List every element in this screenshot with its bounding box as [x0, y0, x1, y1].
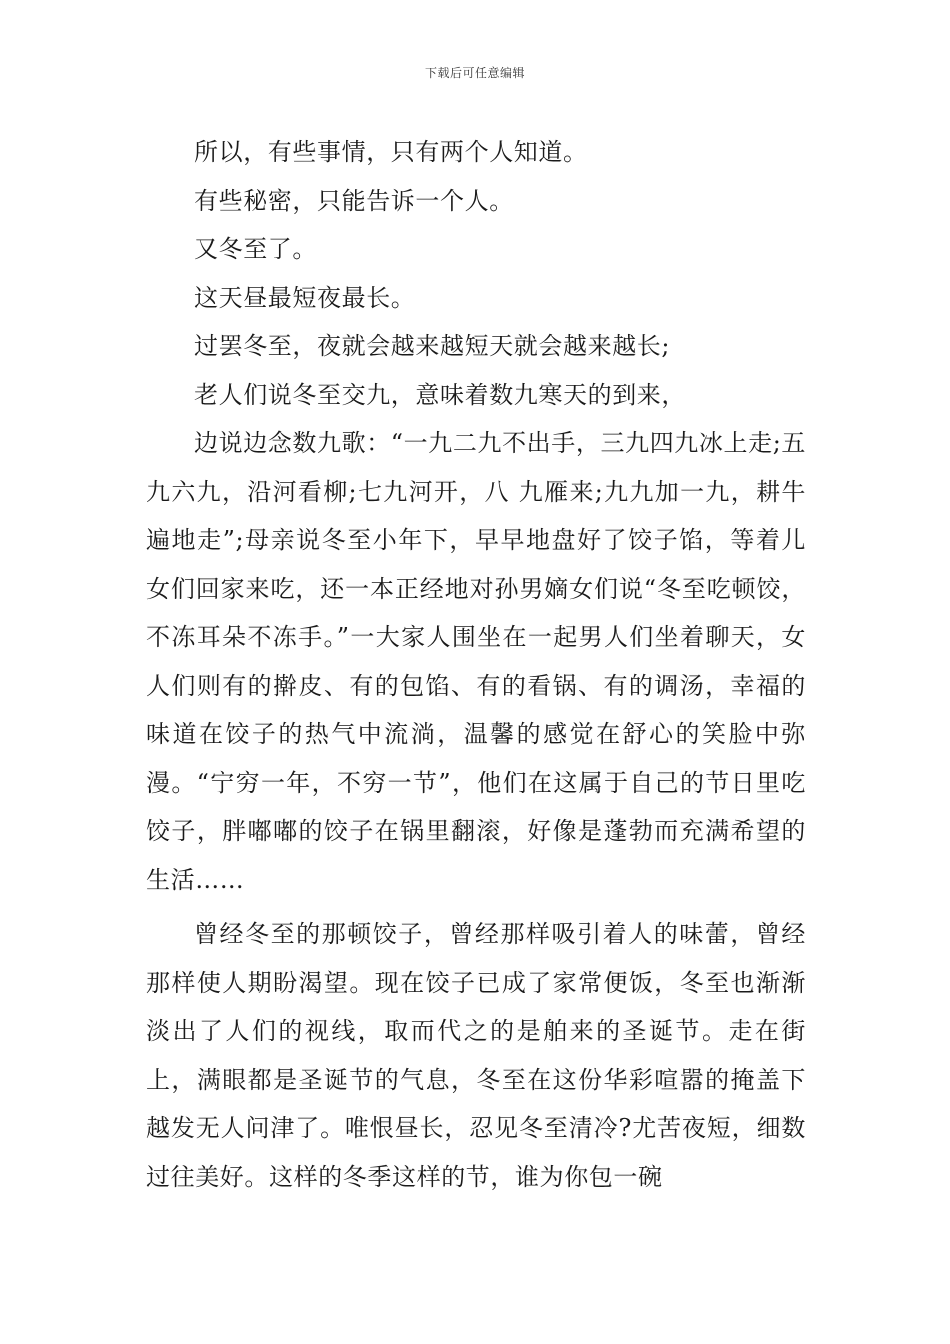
paragraph-7: 边说边念数九歌：“一九二九不出手，三九四九冰上走;五九六九，沿河看柳;七九河开，八 九雁来;九九加一九，耕牛遍地走”;母亲说冬至小年下，早早地盘好了饺子馅，等着儿女们回家来吃，还一本正经地对孙男嫡女们说“冬至吃顿饺，不冻耳朵不冻手。”一大家人围坐在一起男人们坐着聊天，女人们则有的擀皮、有的包馅、有的看锅、有的调汤，幸福的味道在饺子的热气中流淌，温馨的感觉在舒心的笑脸中弥漫。“宁穷一年，不穷一节”，他们在这属于自己的节日里吃饺子，胖嘟嘟的饺子在锅里翻滚，好像是蓬勃而充满希望的生活……: [146, 429, 806, 894]
paragraph-3: 又冬至了。: [194, 235, 317, 263]
paragraph-2: 有些秘密，只能告诉一个人。: [194, 186, 514, 215]
paragraph-1: 所以，有些事情，只有两个人知道。: [194, 138, 588, 166]
paragraph-8: 曾经冬至的那顿饺子，曾经那样吸引着人的味蕾，曾经那样使人期盼渴望。现在饺子已成了家常便饭，冬至也渐渐淡出了人们的视线，取而代之的是舶来的圣诞节。走在街上，满眼都是圣诞节的气息，冬至在这份华彩喧嚣的掩盖下越发无人问津了。唯恨昼长，忍见冬至清冷?尤苦夜短，细数过往美好。这样的冬季这样的节，谁为你包一碗: [146, 920, 806, 1191]
paragraph-5: 过罢冬至，夜就会越来越短天就会越来越长;: [194, 332, 671, 360]
page-header: 下载后可任意编辑: [424, 66, 525, 80]
document-body: [146, 128, 806, 1201]
paragraph-4: 这天昼最短夜最长。: [194, 283, 416, 312]
paragraph-6: 老人们说冬至交九，意味着数九寒天的到来，: [194, 380, 686, 409]
